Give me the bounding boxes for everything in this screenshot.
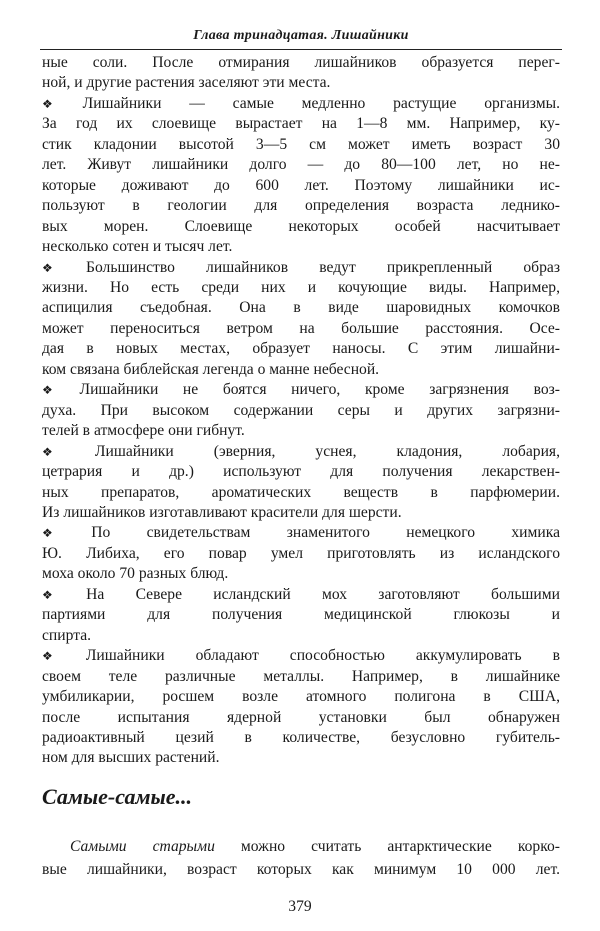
text-span: ные соли. После отмирания лишайников образуется перег- [42, 54, 560, 71]
text-span: цетрария и др.) используют для получения лекарствен- [42, 463, 560, 481]
bullet-ornament-icon: ❖ [42, 587, 81, 602]
text-line [42, 401, 560, 421]
text-span: ных препаратов, ароматических веществ в парфюмерии. [42, 483, 560, 501]
text-line [42, 237, 560, 257]
text-span: моха около 70 разных блюд. [42, 565, 229, 583]
text-span: после испытания ядерной установки был обнаружен [42, 708, 560, 726]
text-line [42, 585, 560, 605]
text-line [42, 462, 560, 482]
text-line [42, 667, 560, 687]
text-line [42, 360, 560, 380]
paragraph [42, 523, 560, 584]
paragraph [42, 258, 560, 381]
text-line [42, 258, 560, 278]
text-span: ной, и другие растения заселяют эти места. [42, 74, 331, 92]
text-line [42, 728, 560, 748]
bullet-ornament-icon: ❖ [42, 96, 77, 111]
text-line [42, 483, 560, 503]
paragraph [42, 94, 560, 258]
text-span: Лишайники не боятся ничего, кроме загрязнения воз- [79, 381, 560, 399]
emphasis-text: Самыми старыми [70, 838, 215, 855]
text-line [42, 339, 560, 359]
text-line [42, 626, 560, 646]
bullet-ornament-icon: ❖ [42, 260, 80, 275]
text-line [42, 217, 560, 237]
text-span: которые доживают до 600 лет. Поэтому лишайники ис- [42, 176, 560, 194]
bullet-ornament-icon: ❖ [42, 383, 74, 398]
text-line [42, 421, 560, 441]
header-rule [40, 49, 562, 50]
text-line [42, 298, 560, 318]
text-span: лет. Живут лишайники долго — до 80—100 лет, но не- [42, 156, 560, 174]
paragraph [42, 646, 560, 769]
bullet-ornament-icon: ❖ [42, 444, 89, 459]
text-line [42, 523, 560, 543]
text-line [42, 114, 560, 134]
text-span: спирта. [42, 626, 92, 644]
text-line [42, 278, 560, 298]
text-span: аспицилия съедобная. Она в виде шаровидных комочков [42, 299, 560, 317]
text-line [42, 73, 560, 93]
text-span: может переноситься ветром на большие расстояния. Осе- [42, 319, 560, 337]
text-span: партиями для получения медицинской глюкозы и [42, 606, 560, 624]
text-line [42, 196, 560, 216]
text-span: своем теле различные металлы. Например, в лишайнике [42, 667, 560, 685]
section-paragraph [42, 835, 560, 881]
text-span: телей в атмосфере они гибнут. [42, 422, 245, 440]
text-span: можно считать антарктические корко- [214, 838, 560, 855]
text-line [42, 708, 560, 728]
text-line [42, 687, 560, 707]
text-span: За год их слоевище вырастает на 1—8 мм. Например, ку- [42, 115, 560, 133]
text-span: ном для высших растений. [42, 749, 220, 767]
text-line [42, 503, 560, 523]
text-line [42, 442, 560, 462]
text-span: дая в новых местах, образует наносы. С этим лишайни- [42, 340, 560, 358]
text-span: По свидетельствам знаменитого немецкого химика [91, 524, 560, 542]
text-line [42, 544, 560, 564]
text-span: Лишайники обладают способностью аккумулировать в [85, 647, 560, 665]
text-line [42, 319, 560, 339]
text-line: вые лишайники, возраст которых как минимум 10 000 лет. [42, 861, 560, 878]
text-span: стик кладонии высотой 3—5 см может иметь возраст 30 [42, 135, 560, 153]
text-span: духа. При высоком содержании серы и других загрязни- [42, 401, 560, 419]
text-line [42, 646, 560, 666]
text-span: несколько сотен и тысяч лет. [42, 238, 233, 256]
text-span: радиоактивный цезий в количестве, безусловно губитель- [42, 728, 560, 746]
page-number: 379 [288, 898, 312, 915]
paragraph [42, 53, 560, 94]
text-line [42, 564, 560, 584]
text-line [42, 835, 560, 858]
text-span: На Севере исландский мох заготовляют большими [86, 585, 560, 603]
text-span: Лишайники (эверния, уснея, кладония, лобария, [94, 442, 560, 460]
text-line [42, 155, 560, 175]
section-heading: Самые-самые... [42, 784, 193, 809]
text-span: умбиликарии, росшем возле атомного полигона в США, [42, 688, 560, 706]
paragraph [42, 380, 560, 441]
text-line [42, 94, 560, 114]
text-span: ком связана библейская легенда о манне небесной. [42, 360, 380, 378]
paragraph [42, 442, 560, 524]
body-text [42, 53, 560, 769]
running-header: Глава тринадцатая. Лишайники [193, 28, 409, 43]
bullet-ornament-icon: ❖ [42, 526, 86, 541]
text-line [42, 748, 560, 768]
text-line [42, 380, 560, 400]
bullet-ornament-icon: ❖ [42, 649, 80, 664]
text-line [42, 605, 560, 625]
text-span: Из лишайников изготавливают красители для шерсти. [42, 503, 402, 521]
text-span: вых морен. Слоевище некоторых особей насчитывает [42, 217, 560, 235]
text-span: пользуют в геологии для определения возраста леднико- [42, 197, 560, 215]
text-line [42, 53, 560, 73]
text-line [42, 176, 560, 196]
text-span: жизни. Но есть среди них и кочующие виды. Например, [42, 278, 560, 296]
text-span: Ю. Либиха, его повар умел приготовлять из исландского [42, 544, 560, 562]
text-span: Большинство лишайников ведут прикрепленный образ [86, 258, 560, 276]
text-line [42, 135, 560, 155]
text-span: Лишайники — самые медленно растущие организмы. [82, 94, 560, 112]
paragraph [42, 585, 560, 646]
